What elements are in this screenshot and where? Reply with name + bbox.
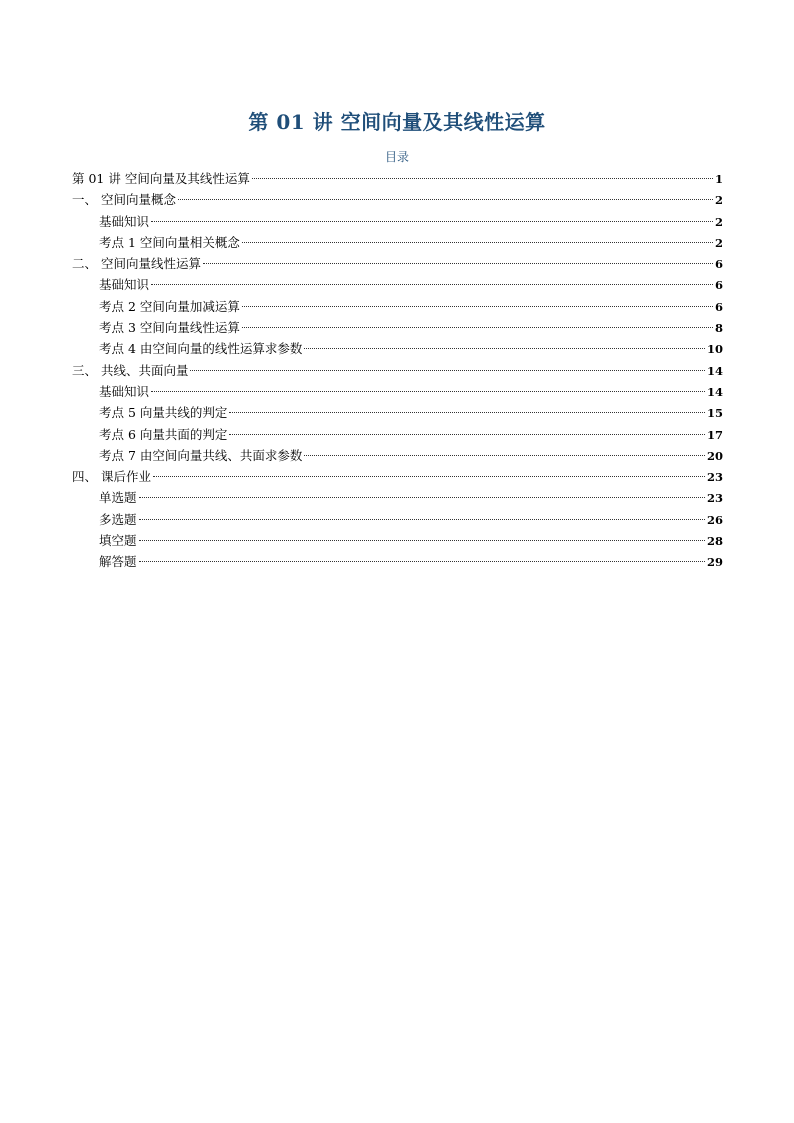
toc-dot-leader xyxy=(252,178,713,179)
toc-entry-page-number: 2 xyxy=(714,235,723,250)
toc-entry-page-number: 23 xyxy=(706,470,723,485)
toc-entry[interactable] xyxy=(72,424,723,445)
toc-entry-page-number: 28 xyxy=(706,534,723,549)
toc-dot-leader xyxy=(139,497,705,498)
toc-entry-label: 一、 空间向量概念 xyxy=(72,192,176,208)
toc-dot-leader xyxy=(178,199,713,200)
toc-entry[interactable] xyxy=(72,168,723,189)
toc-dot-leader xyxy=(151,284,713,285)
toc-entry-page-number: 26 xyxy=(706,512,723,527)
toc-dot-leader xyxy=(153,476,705,477)
page-title: 第 01 讲 空间向量及其线性运算 xyxy=(248,110,546,134)
toc-entry[interactable] xyxy=(72,296,723,317)
toc-entry[interactable] xyxy=(72,360,723,381)
toc-dot-leader xyxy=(242,242,713,243)
toc-entry-label: 解答题 xyxy=(99,554,137,570)
toc-entry-page-number: 14 xyxy=(706,384,723,399)
toc-entry[interactable] xyxy=(72,211,723,232)
toc-dot-leader xyxy=(242,306,713,307)
toc-entry-page-number: 2 xyxy=(714,193,723,208)
toc-entry-label: 二、 空间向量线性运算 xyxy=(72,256,201,272)
toc-entry[interactable] xyxy=(72,530,723,551)
toc-entry[interactable] xyxy=(72,189,723,210)
toc-entry[interactable] xyxy=(72,402,723,423)
toc-entry[interactable] xyxy=(72,253,723,274)
toc-dot-leader xyxy=(229,412,705,413)
toc-entry-page-number: 1 xyxy=(714,172,723,186)
toc-dot-leader xyxy=(242,327,713,328)
toc-entry-page-number: 6 xyxy=(714,299,723,314)
toc-entry-page-number: 14 xyxy=(706,363,723,378)
toc-entry-label: 单选题 xyxy=(99,490,137,506)
toc-entry-page-number: 23 xyxy=(706,491,723,506)
table-of-contents xyxy=(72,168,723,573)
toc-entry-page-number: 6 xyxy=(714,278,723,293)
toc-entry[interactable] xyxy=(72,232,723,253)
toc-entry-label: 第 01 讲 空间向量及其线性运算 xyxy=(72,171,250,186)
toc-entry[interactable] xyxy=(72,317,723,338)
toc-dot-leader xyxy=(139,519,705,520)
toc-entry-page-number: 15 xyxy=(706,406,723,421)
toc-dot-leader xyxy=(229,434,705,435)
toc-heading: 目录 xyxy=(384,150,409,164)
toc-dot-leader xyxy=(151,221,713,222)
toc-entry-page-number: 20 xyxy=(706,448,723,463)
toc-entry-label: 考点 3 空间向量线性运算 xyxy=(99,320,240,336)
toc-dot-leader xyxy=(139,561,705,562)
toc-entry-label: 多选题 xyxy=(99,511,137,527)
toc-entry-label: 基础知识 xyxy=(99,383,150,399)
toc-entry-page-number: 8 xyxy=(714,321,723,336)
toc-dot-leader xyxy=(190,370,705,371)
toc-entry-label: 考点 1 空间向量相关概念 xyxy=(99,234,240,250)
toc-dot-leader xyxy=(304,348,705,349)
toc-entry-page-number: 10 xyxy=(706,342,723,357)
toc-entry-page-number: 6 xyxy=(714,257,723,272)
toc-entry-label: 考点 2 空间向量加减运算 xyxy=(99,298,240,314)
toc-entry-page-number: 2 xyxy=(714,214,723,229)
toc-dot-leader xyxy=(203,263,713,264)
toc-entry[interactable] xyxy=(72,445,723,466)
toc-entry[interactable] xyxy=(72,466,723,487)
toc-entry[interactable] xyxy=(72,381,723,402)
toc-entry-label: 基础知识 xyxy=(99,277,150,293)
toc-entry-label: 考点 7 由空间向量共线、共面求参数 xyxy=(99,447,303,463)
toc-entry-page-number: 17 xyxy=(706,427,723,442)
toc-entry[interactable] xyxy=(72,338,723,359)
toc-dot-leader xyxy=(139,540,705,541)
toc-entry-label: 四、 课后作业 xyxy=(72,469,151,485)
toc-entry-label: 填空题 xyxy=(99,533,137,549)
toc-entry-label: 考点 5 向量共线的判定 xyxy=(99,405,228,421)
toc-entry-label: 基础知识 xyxy=(99,213,150,229)
toc-entry[interactable] xyxy=(72,551,723,572)
toc-entry-label: 考点 6 向量共面的判定 xyxy=(99,426,228,442)
toc-dot-leader xyxy=(304,455,705,456)
toc-entry-page-number: 29 xyxy=(706,555,723,570)
toc-entry-label: 三、 共线、共面向量 xyxy=(72,362,189,378)
toc-entry-label: 考点 4 由空间向量的线性运算求参数 xyxy=(99,341,303,357)
toc-entry[interactable] xyxy=(72,487,723,508)
toc-entry[interactable] xyxy=(72,509,723,530)
toc-dot-leader xyxy=(151,391,705,392)
toc-entry[interactable] xyxy=(72,274,723,295)
